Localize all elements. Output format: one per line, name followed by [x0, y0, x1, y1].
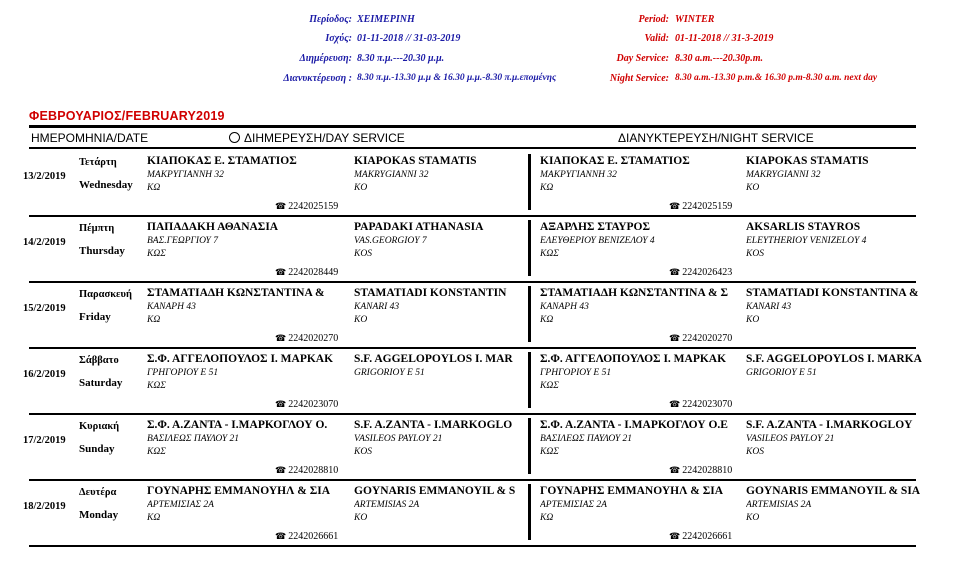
pharmacy-city: ΚΩΣ — [147, 447, 166, 457]
valid-value-en: 01-11-2018 // 31-3-2019 — [675, 33, 774, 44]
day-phone-number: 2242026661 — [288, 531, 339, 542]
table-row — [23, 349, 922, 413]
column-header-day-service — [229, 131, 405, 145]
table-row — [23, 415, 916, 479]
pharmacy-street: ΜΑΚΡΥΓΙΑΝΝΗ 32 — [540, 170, 617, 180]
day-pharmacy-en — [354, 485, 524, 526]
night-phone-number: 2242028810 — [682, 465, 733, 476]
night-pharmacy-gr — [540, 353, 740, 394]
column-divider — [528, 220, 531, 276]
row-weekday-gr: Τετάρτη — [79, 157, 117, 168]
night-pharmacy-phone — [669, 399, 732, 410]
column-divider — [528, 154, 531, 210]
night-phone-number: 2242023070 — [682, 399, 733, 410]
night-pharmacy-gr — [540, 155, 740, 196]
pharmacy-street: ΑΡΤΕΜΙΣΙΑΣ 2Α — [540, 500, 607, 510]
table-row — [23, 217, 916, 281]
day-pharmacy-en — [354, 353, 524, 394]
row-date: 15/2/2019 — [23, 303, 66, 314]
day-pharmacy-phone — [275, 267, 338, 278]
pharmacy-city: KOS — [746, 447, 764, 457]
night-pharmacy-phone — [669, 201, 732, 212]
pharmacy-name: Σ.Φ. Α.ΖΑΝΤΑ - Ι.ΜΑΡΚΟΓΛΟΥ Ο.Ε — [540, 419, 728, 431]
period-value-gr: ΧΕΙΜΕΡΙΝΗ — [357, 14, 415, 25]
pharmacy-name: GOYNARIS EMMANOYIL & S — [354, 485, 516, 497]
column-divider — [528, 286, 531, 342]
pharmacy-street: VASILEOS PAYLOY 21 — [354, 434, 443, 444]
pharmacy-name: STAMATIADI KONSTANTIN — [354, 287, 507, 299]
pharmacy-name: KIAPOKAS STAMATIS — [354, 155, 477, 167]
night-pharmacy-phone — [669, 333, 732, 344]
row-divider — [29, 545, 916, 548]
day-pharmacy-gr — [147, 485, 337, 526]
table-row — [23, 151, 916, 215]
phone-icon: ☎ — [669, 333, 681, 343]
pharmacy-street: ΒΑΣΙΛΕΩΣ ΠΑΥΛΟΥ 21 — [147, 434, 240, 444]
day-service-value-en: 8.30 a.m.---20.30p.m. — [675, 53, 764, 64]
circle-icon — [229, 132, 240, 143]
table-header-rule — [29, 147, 916, 149]
day-pharmacy-phone — [275, 333, 338, 344]
night-pharmacy-en — [746, 353, 938, 394]
column-divider — [528, 484, 531, 540]
row-weekday-en: Thursday — [79, 245, 125, 257]
pharmacy-city: KO — [354, 183, 368, 193]
day-service-label-en: Day Service: — [616, 53, 669, 64]
row-weekday-en: Wednesday — [79, 179, 133, 191]
day-pharmacy-phone — [275, 531, 338, 542]
table-row — [23, 481, 921, 545]
pharmacy-city: ΚΩΣ — [540, 249, 559, 259]
pharmacy-name: ΠΑΠΑΔΑΚΗ ΑΘΑΝΑΣΙΑ — [147, 221, 279, 233]
table-top-rule — [29, 125, 916, 128]
pharmacy-name: AKSARLIS STAYROS — [746, 221, 861, 233]
pharmacy-name: S.F. AGGELOPOYLOS I. MARKA — [746, 353, 922, 365]
day-pharmacy-en — [354, 221, 524, 262]
column-header-night-service: ΔΙΑΝΥΚΤΕΡΕΥΣΗ/NIGHT SERVICE — [618, 131, 814, 145]
day-pharmacy-gr — [147, 287, 337, 328]
pharmacy-name: ΚΙΑΠΟΚΑΣ Ε. ΣΤΑΜΑΤΙΟΣ — [540, 155, 690, 167]
phone-icon: ☎ — [669, 531, 681, 541]
pharmacy-name: GOYNARIS EMMANOYIL & SIA — [746, 485, 921, 497]
pharmacy-name: ΑΞΑΡΛΗΣ ΣΤΑΥΡΟΣ — [540, 221, 651, 233]
day-service-value-gr: 8.30 π.μ.---20.30 μ.μ. — [357, 53, 445, 64]
pharmacy-name: KIAPOKAS STAMATIS — [746, 155, 869, 167]
pharmacy-street: MAKRYGIANNI 32 — [746, 170, 821, 180]
day-phone-number: 2242023070 — [288, 399, 339, 410]
night-pharmacy-phone — [669, 531, 732, 542]
row-weekday-gr: Πέμπτη — [79, 223, 115, 234]
column-divider — [528, 418, 531, 474]
day-pharmacy-phone — [275, 465, 338, 476]
pharmacy-city: ΚΩΣ — [147, 249, 166, 259]
night-phone-number: 2242026423 — [682, 267, 733, 278]
phone-icon: ☎ — [669, 465, 681, 475]
pharmacy-name: Σ.Φ. ΑΓΓΕΛΟΠΟΥΛΟΣ Ι. ΜΑΡΚΑΚ — [147, 353, 334, 365]
night-pharmacy-phone — [669, 267, 732, 278]
row-date: 16/2/2019 — [23, 369, 66, 380]
night-service-value-en: 8.30 a.m.-13.30 p.m.& 16.30 p.m-8.30 a.m. next day — [675, 73, 878, 83]
valid-label-gr: Ισχύς: — [325, 33, 352, 44]
row-weekday-gr: Παρασκευή — [79, 289, 132, 300]
period-label-gr: Περίοδος: — [309, 14, 352, 25]
row-weekday-en: Sunday — [79, 443, 115, 455]
pharmacy-city: KO — [746, 183, 760, 193]
pharmacy-street: ΓΡΗΓΟΡΙΟΥ Ε 51 — [540, 368, 612, 378]
pharmacy-street: ΑΡΤΕΜΙΣΙΑΣ 2Α — [147, 500, 214, 510]
row-date: 14/2/2019 — [23, 237, 66, 248]
day-phone-number: 2242028449 — [288, 267, 339, 278]
night-pharmacy-en — [746, 419, 938, 460]
pharmacy-name: Σ.Φ. Α.ΖΑΝΤΑ - Ι.ΜΑΡΚΟΓΛΟΥ Ο. — [147, 419, 328, 431]
day-service-label-gr: Διημέρευση: — [299, 53, 352, 64]
pharmacy-name: S.F. A.ZANTA - I.MARKOGLO — [354, 419, 513, 431]
phone-icon: ☎ — [669, 201, 681, 211]
pharmacy-street: ΚΑΝΑΡΗ 43 — [540, 302, 589, 312]
night-phone-number: 2242020270 — [682, 333, 733, 344]
pharmacy-name: Σ.Φ. ΑΓΓΕΛΟΠΟΥΛΟΣ Ι. ΜΑΡΚΑΚ — [540, 353, 727, 365]
pharmacy-name: S.F. AGGELOPOYLOS I. MAR — [354, 353, 513, 365]
column-header-date: ΗΜΕΡΟΜΗΝΙΑ/DATE — [31, 131, 149, 145]
valid-label-en: Valid: — [644, 33, 669, 44]
row-weekday-en: Monday — [79, 509, 119, 521]
day-pharmacy-phone — [275, 399, 338, 410]
day-pharmacy-phone — [275, 201, 338, 212]
pharmacy-name: STAMATIADI KONSTANTINA & — [746, 287, 919, 299]
pharmacy-street: MAKRYGIANNI 32 — [354, 170, 429, 180]
day-phone-number: 2242028810 — [288, 465, 339, 476]
period-value-en: WINTER — [675, 14, 715, 25]
pharmacy-street: ΒΑΣ.ΓΕΩΡΓΙΟΥ 7 — [147, 236, 218, 246]
night-pharmacy-phone — [669, 465, 732, 476]
phone-icon: ☎ — [275, 267, 287, 277]
pharmacy-street: KANARI 43 — [746, 302, 792, 312]
pharmacy-street: ΒΑΣΙΛΕΩΣ ΠΑΥΛΟΥ 21 — [540, 434, 633, 444]
day-pharmacy-en — [354, 419, 524, 460]
pharmacy-name: PAPADAKI ATHANASIA — [354, 221, 484, 233]
pharmacy-street: VAS.GEORGIOY 7 — [354, 236, 427, 246]
pharmacy-city: ΚΩΣ — [147, 381, 166, 391]
day-pharmacy-gr — [147, 155, 337, 196]
pharmacy-street: VASILEOS PAYLOY 21 — [746, 434, 835, 444]
phone-icon: ☎ — [275, 465, 287, 475]
pharmacy-city: ΚΩΣ — [540, 381, 559, 391]
pharmacy-city: KO — [746, 513, 760, 523]
pharmacy-name: S.F. A.ZANTA - I.MARKOGLOY — [746, 419, 913, 431]
pharmacy-street: GRIGORIOY E 51 — [354, 368, 425, 378]
pharmacy-city: ΚΩ — [147, 513, 161, 523]
night-phone-number: 2242025159 — [682, 201, 733, 212]
phone-icon: ☎ — [669, 399, 681, 409]
pharmacy-city: ΚΩΣ — [540, 447, 559, 457]
pharmacy-city: KOS — [746, 249, 764, 259]
phone-icon: ☎ — [275, 333, 287, 343]
night-pharmacy-gr — [540, 221, 740, 262]
pharmacy-street: ΕΛΕΥΘΕΡΙΟΥ ΒΕΝΙΖΕΛΟΥ 4 — [540, 236, 655, 246]
night-pharmacy-en — [746, 221, 938, 262]
night-pharmacy-gr — [540, 485, 740, 526]
day-pharmacy-en — [354, 287, 524, 328]
phone-icon: ☎ — [275, 399, 287, 409]
day-pharmacy-en — [354, 155, 524, 196]
row-weekday-gr: Κυριακή — [79, 421, 120, 432]
pharmacy-street: ΚΑΝΑΡΗ 43 — [147, 302, 196, 312]
day-pharmacy-gr — [147, 419, 337, 460]
valid-value-gr: 01-11-2018 // 31-03-2019 — [357, 33, 461, 44]
row-weekday-en: Friday — [79, 311, 111, 323]
pharmacy-street: KANARI 43 — [354, 302, 400, 312]
pharmacy-city: ΚΩ — [147, 183, 161, 193]
phone-icon: ☎ — [275, 201, 287, 211]
night-pharmacy-gr — [540, 419, 740, 460]
pharmacy-street: ELEYTHERIOY VENIZELOY 4 — [746, 236, 867, 246]
day-pharmacy-gr — [147, 353, 337, 394]
row-date: 13/2/2019 — [23, 171, 66, 182]
column-header-day-service-label: ΔΙΗΜΕΡΕΥΣΗ/DAY SERVICE — [244, 131, 405, 145]
pharmacy-city: ΚΩ — [540, 183, 554, 193]
pharmacy-city — [746, 381, 938, 394]
pharmacy-city: KO — [746, 315, 760, 325]
pharmacy-name: ΚΙΑΠΟΚΑΣ Ε. ΣΤΑΜΑΤΙΟΣ — [147, 155, 297, 167]
row-date: 18/2/2019 — [23, 501, 66, 512]
pharmacy-street: ΜΑΚΡΥΓΙΑΝΝΗ 32 — [147, 170, 224, 180]
month-title: ΦΕΒΡΟΥΑΡΙΟΣ/FEBRUARY2019 — [29, 109, 225, 123]
row-date: 17/2/2019 — [23, 435, 66, 446]
pharmacy-street: ΓΡΗΓΟΡΙΟΥ Ε 51 — [147, 368, 219, 378]
phone-icon: ☎ — [275, 531, 287, 541]
pharmacy-name: ΓΟΥΝΑΡΗΣ ΕΜΜΑΝΟΥΗΛ & ΣΙΑ — [147, 485, 331, 497]
row-weekday-en: Saturday — [79, 377, 123, 389]
row-weekday-gr: Δευτέρα — [79, 487, 117, 498]
table-row — [23, 283, 919, 347]
pharmacy-city: ΚΩ — [540, 315, 554, 325]
row-weekday-gr: Σάββατο — [79, 355, 119, 366]
night-pharmacy-en — [746, 155, 938, 196]
night-service-value-gr: 8.30 π.μ.-13.30 μ.μ & 16.30 μ.μ.-8.30 π.μ.επομένης — [357, 73, 557, 83]
night-service-label-gr: Διανυκτέρευση : — [283, 73, 352, 84]
phone-icon: ☎ — [669, 267, 681, 277]
pharmacy-street: ARTEMISIAS 2A — [746, 500, 812, 510]
pharmacy-name: ΓΟΥΝΑΡΗΣ ΕΜΜΑΝΟΥΗΛ & ΣΙΑ — [540, 485, 724, 497]
night-service-label-en: Night Service: — [609, 73, 669, 84]
night-phone-number: 2242026661 — [682, 531, 733, 542]
night-pharmacy-en — [746, 287, 938, 328]
day-phone-number: 2242020270 — [288, 333, 339, 344]
pharmacy-city — [354, 381, 524, 394]
night-pharmacy-gr — [540, 287, 740, 328]
pharmacy-name: ΣΤΑΜΑΤΙΑΔΗ ΚΩΝΣΤΑΝΤΙΝΑ & Σ — [540, 287, 729, 299]
day-phone-number: 2242025159 — [288, 201, 339, 212]
period-label-en: Period: — [638, 14, 669, 25]
pharmacy-city: ΚΩ — [540, 513, 554, 523]
pharmacy-city: KO — [354, 513, 368, 523]
pharmacy-street: GRIGORIOY E 51 — [746, 368, 817, 378]
day-pharmacy-gr — [147, 221, 337, 262]
pharmacy-city: KO — [354, 315, 368, 325]
pharmacy-city: ΚΩ — [147, 315, 161, 325]
pharmacy-city: KOS — [354, 447, 372, 457]
pharmacy-name: ΣΤΑΜΑΤΙΑΔΗ ΚΩΝΣΤΑΝΤΙΝΑ & — [147, 287, 325, 299]
night-pharmacy-en — [746, 485, 938, 526]
column-divider — [528, 352, 531, 408]
pharmacy-city: KOS — [354, 249, 372, 259]
pharmacy-street: ARTEMISIAS 2A — [354, 500, 420, 510]
